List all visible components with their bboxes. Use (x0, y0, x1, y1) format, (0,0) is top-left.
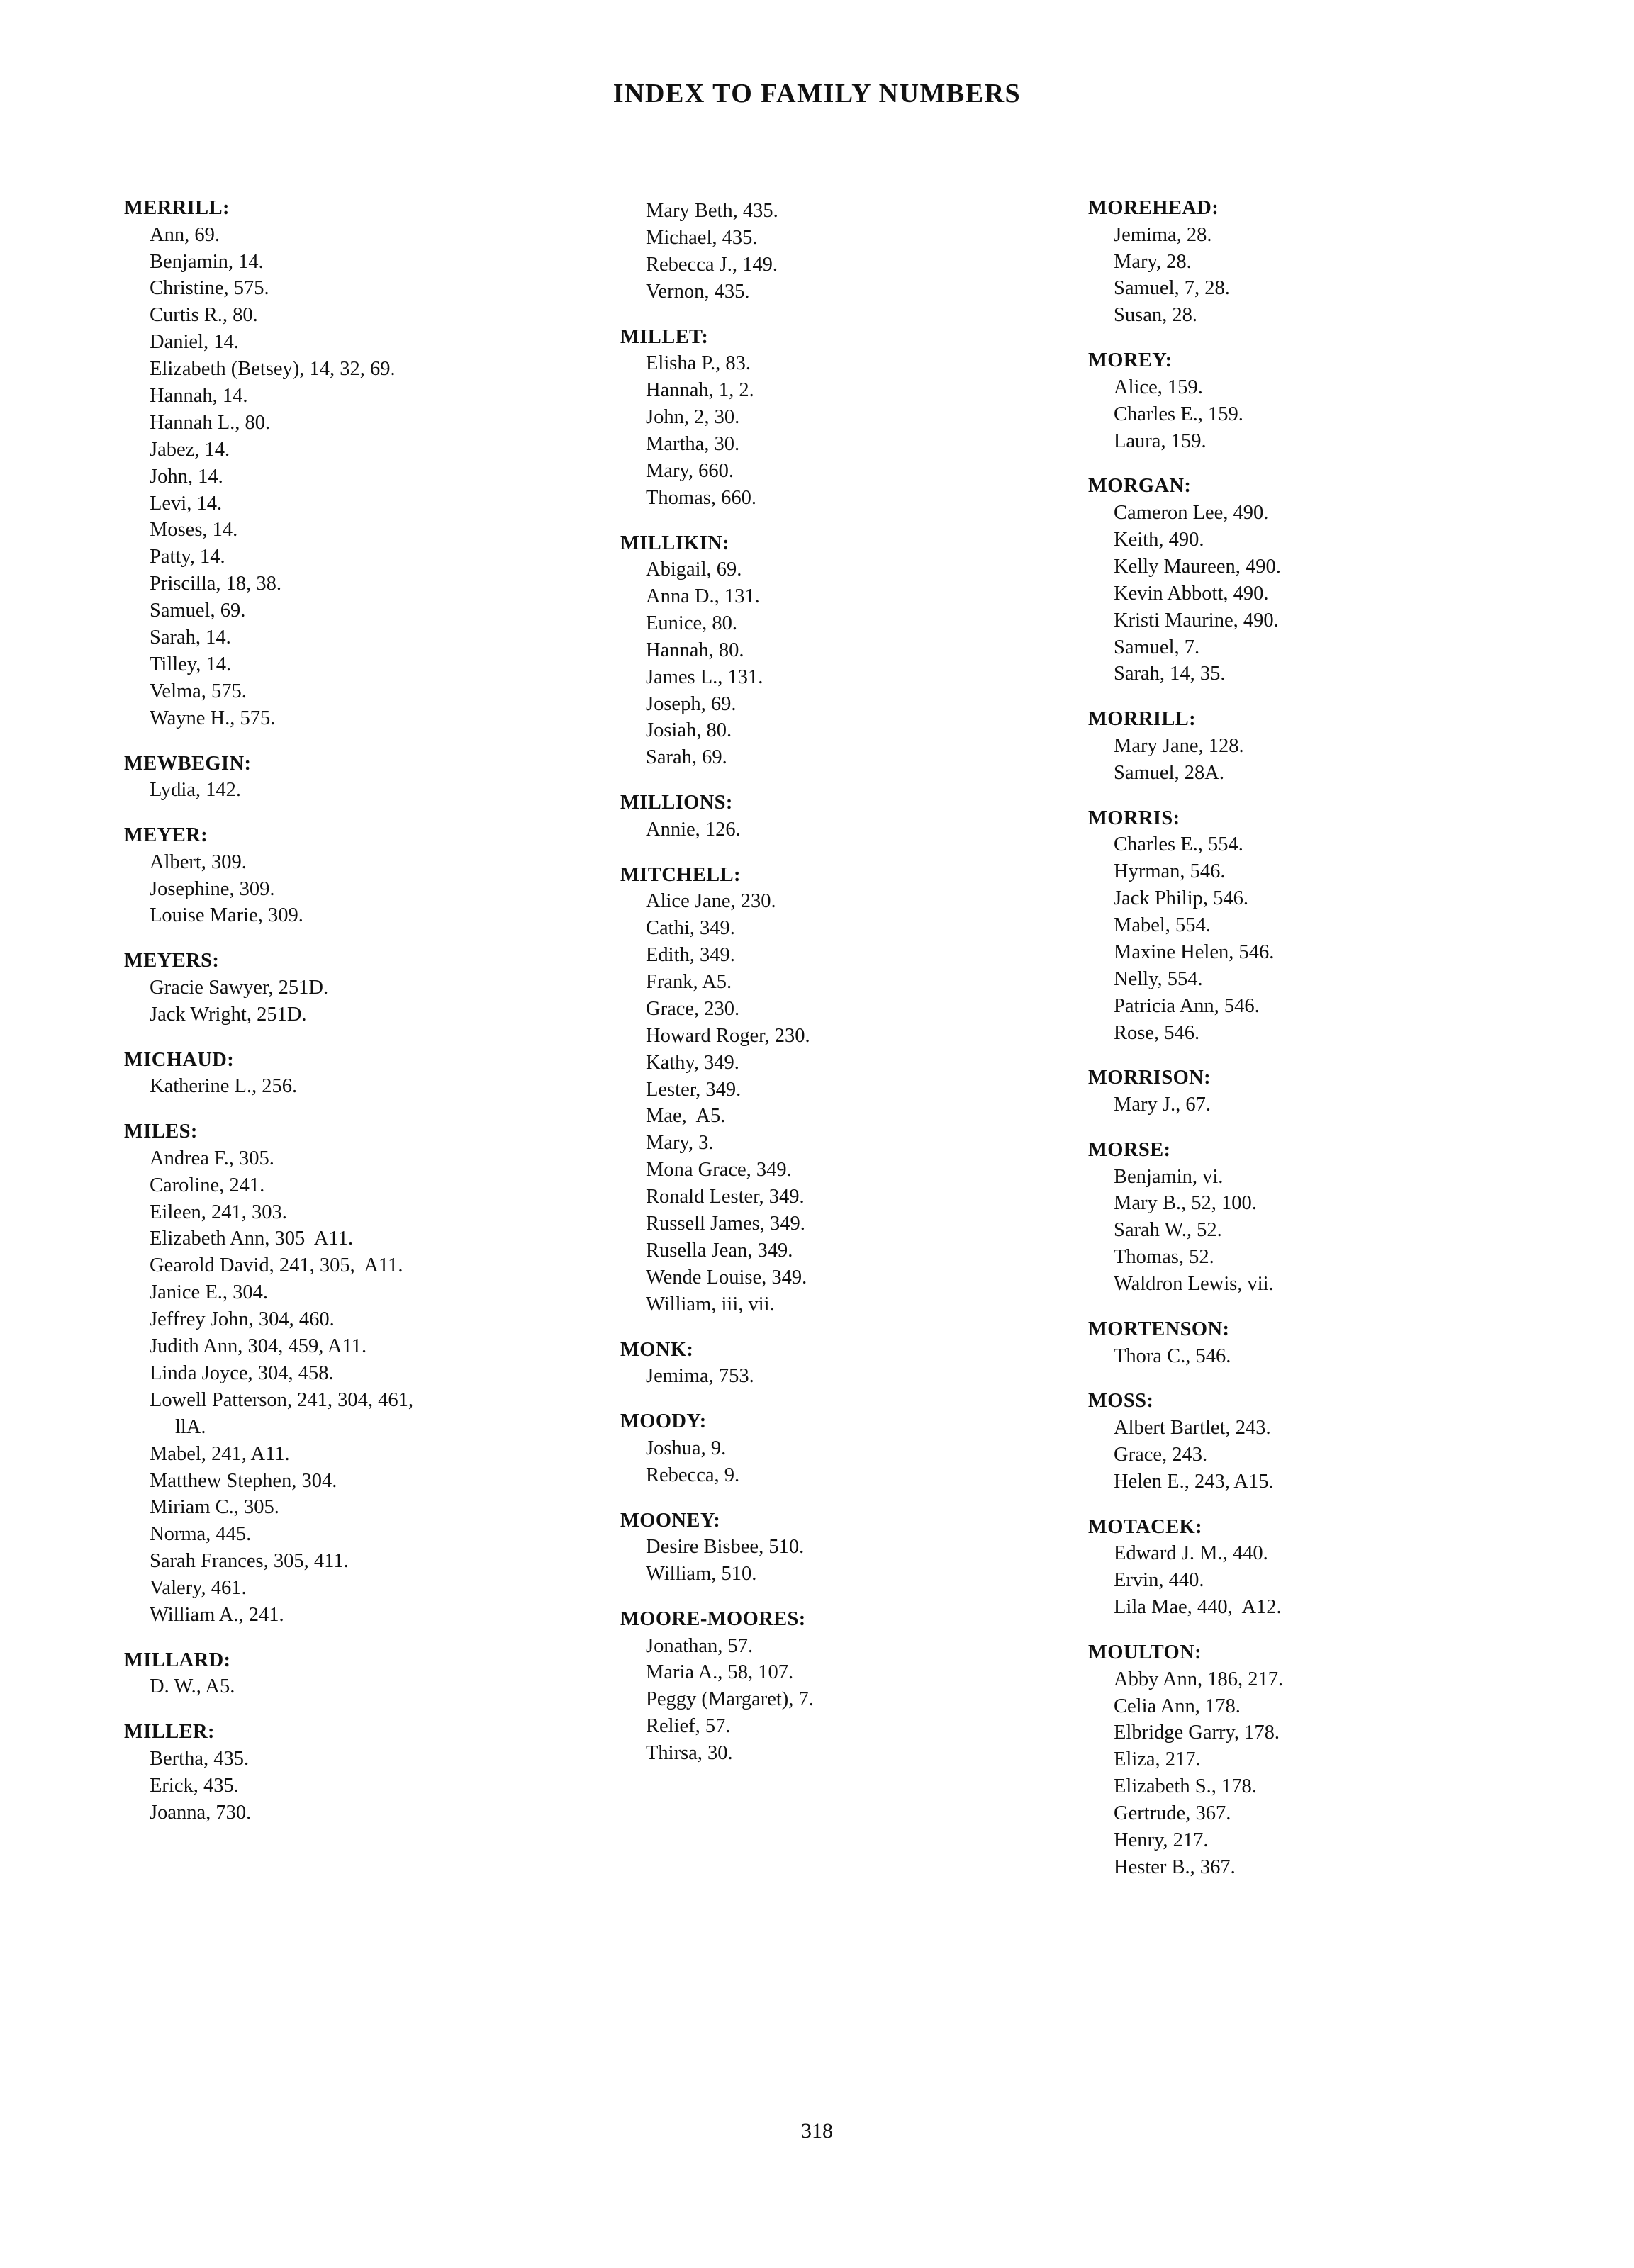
index-entry: Abby Ann, 186, 217. (1114, 1668, 1284, 1690)
index-entry: Sarah, 69. (646, 746, 727, 769)
index-group (620, 530, 1046, 772)
index-entry: Daniel, 14. (150, 331, 239, 354)
index-entry: Lila Mae, 440, A12. (1114, 1596, 1282, 1619)
index-group-heading: MILLARD: (124, 1649, 231, 1671)
index-entry: Curtis R., 80. (150, 304, 258, 327)
index-entry: Mary, 660. (646, 459, 734, 482)
index-group (124, 822, 578, 929)
index-group (124, 195, 578, 732)
index-entry: D. W., A5. (150, 1675, 235, 1698)
index-entry: Samuel, 28A. (1114, 761, 1224, 784)
index-entry: Elisha P., 83. (646, 352, 751, 375)
index-group (1088, 347, 1513, 454)
index-group-heading: MILLET: (620, 325, 709, 348)
index-group-heading: MOULTON: (1088, 1641, 1202, 1664)
index-entry: Rebecca, 9. (646, 1464, 740, 1486)
index-entry: Mary Jane, 128. (1114, 734, 1244, 757)
index-entry: Charles E., 554. (1114, 833, 1243, 856)
index-group-heading: MORRISON: (1088, 1067, 1211, 1089)
index-group (620, 198, 1046, 305)
index-entry: Kevin Abbott, 490. (1114, 582, 1269, 605)
index-group (124, 751, 578, 804)
index-entry: Jeffrey John, 304, 460. (150, 1308, 335, 1331)
index-entry: Matthew Stephen, 304. (150, 1469, 337, 1492)
index-entry: Hester B., 367. (1114, 1856, 1236, 1878)
index-group-heading: MEYER: (124, 824, 208, 847)
index-entry: Sarah, 14, 35. (1114, 663, 1226, 685)
index-entry: Wayne H., 575. (150, 707, 276, 729)
index-entry: Thomas, 660. (646, 486, 756, 509)
index-group-heading: MILLIKIN: (620, 532, 730, 554)
index-group (620, 324, 1046, 512)
index-entry: Mona Grace, 349. (646, 1159, 792, 1181)
index-entry: Jemima, 28. (1114, 223, 1212, 246)
index-entry: Gearold David, 241, 305, A11. (150, 1254, 403, 1277)
index-group-heading: MOSS: (1088, 1390, 1154, 1413)
index-entry: Jack Philip, 546. (1114, 887, 1248, 910)
index-entry: Joseph, 69. (646, 692, 737, 715)
index-entry: Maxine Helen, 546. (1114, 941, 1275, 963)
index-entry: Lydia, 142. (150, 779, 242, 802)
index-group-heading: MILLER: (124, 1721, 215, 1744)
index-entry: Keith, 490. (1114, 528, 1204, 551)
index-entry: Howard Roger, 230. (646, 1024, 810, 1047)
index-group (1088, 1065, 1513, 1118)
index-entry: Rose, 546. (1114, 1021, 1200, 1044)
index-group-heading: MEYERS: (124, 950, 220, 972)
index-group-heading: MORTENSON: (1088, 1318, 1230, 1340)
index-group-heading: MORGAN: (1088, 475, 1192, 498)
index-entry: Joshua, 9. (646, 1437, 727, 1459)
index-entry: llA. (175, 1415, 206, 1438)
index-entry: Kristi Maurine, 490. (1114, 609, 1279, 631)
index-entry: Grace, 230. (646, 997, 740, 1020)
index-entry: Sarah Frances, 305, 411. (150, 1550, 349, 1573)
index-entry: Caroline, 241. (150, 1174, 265, 1196)
index-entry: William, 510. (646, 1563, 757, 1585)
index-group (1088, 1137, 1513, 1298)
index-group (620, 790, 1046, 843)
index-entry: Eileen, 241, 303. (150, 1201, 287, 1223)
index-group-heading: MOREHEAD: (1088, 197, 1219, 219)
index-entry: Mae, A5. (646, 1105, 726, 1128)
index-entry: Celia Ann, 178. (1114, 1695, 1241, 1717)
index-group (124, 1047, 578, 1101)
index-entry: Joanna, 730. (150, 1801, 252, 1824)
index-entry: Moses, 14. (150, 519, 238, 541)
index-entry: Ervin, 440. (1114, 1569, 1204, 1592)
index-entry: Mary, 3. (646, 1132, 714, 1155)
index-entry: Cathi, 349. (646, 917, 735, 940)
index-entry: Kelly Maureen, 490. (1114, 555, 1281, 578)
index-entry: Charles E., 159. (1114, 403, 1243, 425)
index-group-heading: MONK: (620, 1338, 694, 1361)
index-group-heading: MOTACEK: (1088, 1515, 1202, 1538)
index-entry: Priscilla, 18, 38. (150, 573, 282, 595)
index-group-heading: MOODY: (620, 1410, 707, 1433)
index-entry: Miriam C., 305. (150, 1496, 279, 1519)
index-entry: James L., 131. (646, 666, 763, 688)
index-group (1088, 1639, 1513, 1881)
index-entry: Elizabeth (Betsey), 14, 32, 69. (150, 358, 396, 381)
index-entry: Frank, A5. (646, 971, 732, 994)
index-entry: Samuel, 7. (1114, 636, 1200, 658)
index-columns (124, 195, 1513, 1899)
index-entry: Waldron Lewis, vii. (1114, 1273, 1274, 1296)
index-entry: Gracie Sawyer, 251D. (150, 976, 329, 999)
index-entry: Anna D., 131. (646, 585, 760, 608)
index-entry: Annie, 126. (646, 818, 741, 841)
index-entry: Linda Joyce, 304, 458. (150, 1362, 334, 1384)
index-group-heading: MITCHELL: (620, 863, 741, 886)
index-entry: William A., 241. (150, 1603, 284, 1626)
index-group (1088, 1514, 1513, 1621)
index-group-heading: MORSE: (1088, 1138, 1171, 1161)
index-entry: Albert, 309. (150, 850, 247, 873)
index-entry: Andrea F., 305. (150, 1147, 274, 1169)
index-entry: Jack Wright, 251D. (150, 1003, 307, 1026)
index-entry: Valery, 461. (150, 1577, 247, 1600)
index-group-heading: MEWBEGIN: (124, 752, 252, 775)
index-entry: Russell James, 349. (646, 1213, 805, 1235)
index-entry: Jonathan, 57. (646, 1634, 754, 1657)
index-entry: Tilley, 14. (150, 653, 232, 675)
index-entry: Helen E., 243, A15. (1114, 1470, 1274, 1493)
index-group (620, 1337, 1046, 1391)
index-group (620, 1606, 1046, 1767)
index-group-heading: MICHAUD: (124, 1048, 235, 1071)
index-entry: Christine, 575. (150, 277, 269, 300)
index-group-heading: MORRILL: (1088, 708, 1197, 731)
index-entry: Edward J. M., 440. (1114, 1542, 1268, 1565)
index-entry: Laura, 159. (1114, 430, 1207, 452)
index-group-heading: MOREY: (1088, 349, 1173, 372)
index-entry: Relief, 57. (646, 1715, 731, 1738)
index-entry: Jabez, 14. (150, 438, 230, 461)
index-entry: Vernon, 435. (646, 280, 750, 303)
index-entry: Sarah W., 52. (1114, 1219, 1222, 1242)
index-entry: Rebecca J., 149. (646, 253, 778, 276)
page-title: INDEX TO FAMILY NUMBERS (612, 79, 1022, 108)
index-entry: Michael, 435. (646, 226, 758, 249)
index-column-1 (124, 195, 578, 1899)
index-group (620, 862, 1046, 1318)
index-entry: Hannah, 14. (150, 384, 248, 407)
index-entry: Albert Bartlet, 243. (1114, 1417, 1271, 1439)
index-entry: Hyrman, 546. (1114, 860, 1226, 883)
index-entry: Norma, 445. (150, 1523, 252, 1546)
index-entry: Elizabeth S., 178. (1114, 1775, 1257, 1798)
index-entry: Kathy, 349. (646, 1051, 739, 1074)
index-group (1088, 706, 1513, 786)
index-entry: Mary, 28. (1114, 250, 1192, 273)
index-entry: Bertha, 435. (150, 1747, 250, 1770)
index-entry: William, iii, vii. (646, 1293, 775, 1315)
index-entry: Lowell Patterson, 241, 304, 461, (150, 1388, 414, 1411)
index-entry: Rusella Jean, 349. (646, 1239, 793, 1262)
index-entry: Katherine L., 256. (150, 1075, 298, 1098)
index-entry: Alice, 159. (1114, 376, 1203, 398)
index-entry: Ronald Lester, 349. (646, 1186, 805, 1208)
index-entry: Samuel, 69. (150, 600, 246, 622)
index-column-3 (1088, 195, 1513, 1899)
index-entry: Josephine, 309. (150, 877, 275, 900)
index-entry: Nelly, 554. (1114, 967, 1203, 990)
index-group (620, 1408, 1046, 1488)
index-entry: Edith, 349. (646, 944, 735, 967)
index-entry: Erick, 435. (150, 1774, 239, 1797)
index-group-heading: MOORE-MOORES: (620, 1607, 806, 1630)
index-entry: John, 2, 30. (646, 405, 740, 428)
index-entry: Samuel, 7, 28. (1114, 277, 1230, 300)
index-group (620, 1508, 1046, 1588)
index-entry: Patty, 14. (150, 546, 225, 568)
index-group-heading: MORRIS: (1088, 807, 1180, 829)
index-group-heading: MILES: (124, 1121, 198, 1143)
index-entry: Elizabeth Ann, 305 A11. (150, 1228, 354, 1250)
index-entry: Thora C., 546. (1114, 1344, 1231, 1367)
index-entry: Benjamin, 14. (150, 250, 264, 273)
index-entry: Lester, 349. (646, 1078, 742, 1101)
index-entry: Hannah L., 80. (150, 411, 271, 434)
index-entry: Mary Beth, 435. (646, 200, 778, 222)
index-group (124, 948, 578, 1028)
index-entry: Henry, 217. (1114, 1829, 1209, 1851)
index-entry: Sarah, 14. (150, 626, 231, 649)
page-number: 318 (801, 2119, 833, 2143)
index-entry: Jemima, 753. (646, 1365, 754, 1388)
index-entry: Ann, 69. (150, 223, 220, 246)
index-entry: Josiah, 80. (646, 719, 732, 742)
index-entry: Mary B., 52, 100. (1114, 1192, 1257, 1215)
index-entry: Mabel, 554. (1114, 914, 1211, 936)
index-group-heading: MERRILL: (124, 197, 230, 219)
index-entry: Maria A., 58, 107. (646, 1661, 794, 1684)
index-group (1088, 473, 1513, 687)
index-group (1088, 805, 1513, 1047)
index-entry: Wende Louise, 349. (646, 1266, 807, 1289)
index-group-heading: MOONEY: (620, 1509, 721, 1532)
index-entry: Patricia Ann, 546. (1114, 994, 1260, 1017)
index-entry: Gertrude, 367. (1114, 1802, 1231, 1825)
index-group (124, 1719, 578, 1826)
index-entry: Judith Ann, 304, 459, A11. (150, 1335, 367, 1358)
index-entry: Abigail, 69. (646, 558, 742, 581)
index-group (124, 1647, 578, 1701)
index-group-heading: MILLIONS: (620, 792, 733, 814)
index-entry: Peggy (Margaret), 7. (646, 1688, 814, 1711)
index-entry: Eunice, 80. (646, 612, 738, 634)
index-entry: Velma, 575. (150, 680, 247, 702)
index-entry: Levi, 14. (150, 492, 223, 515)
index-group (1088, 1388, 1513, 1495)
index-entry: Louise Marie, 309. (150, 904, 303, 927)
index-group (1088, 1316, 1513, 1370)
index-entry: Desire Bisbee, 510. (646, 1536, 805, 1559)
index-entry: Grace, 243. (1114, 1443, 1208, 1466)
index-entry: Elbridge Garry, 178. (1114, 1722, 1280, 1744)
index-entry: Janice E., 304. (150, 1281, 268, 1304)
index-entry: Alice Jane, 230. (646, 890, 776, 913)
index-entry: Benjamin, vi. (1114, 1165, 1224, 1188)
index-entry: Martha, 30. (646, 432, 740, 455)
index-entry: Mabel, 241, A11. (150, 1442, 290, 1465)
index-entry: Susan, 28. (1114, 304, 1197, 327)
index-entry: Cameron Lee, 490. (1114, 502, 1269, 524)
index-entry: Hannah, 1, 2. (646, 379, 754, 402)
index-entry: John, 14. (150, 465, 223, 488)
index-group (124, 1118, 578, 1629)
index-entry: Eliza, 217. (1114, 1748, 1201, 1771)
index-entry: Thirsa, 30. (646, 1742, 733, 1765)
index-group (1088, 195, 1513, 329)
index-column-2 (620, 198, 1046, 1899)
index-entry: Thomas, 52. (1114, 1246, 1214, 1269)
index-entry: Mary J., 67. (1114, 1094, 1211, 1116)
index-entry: Hannah, 80. (646, 639, 744, 661)
